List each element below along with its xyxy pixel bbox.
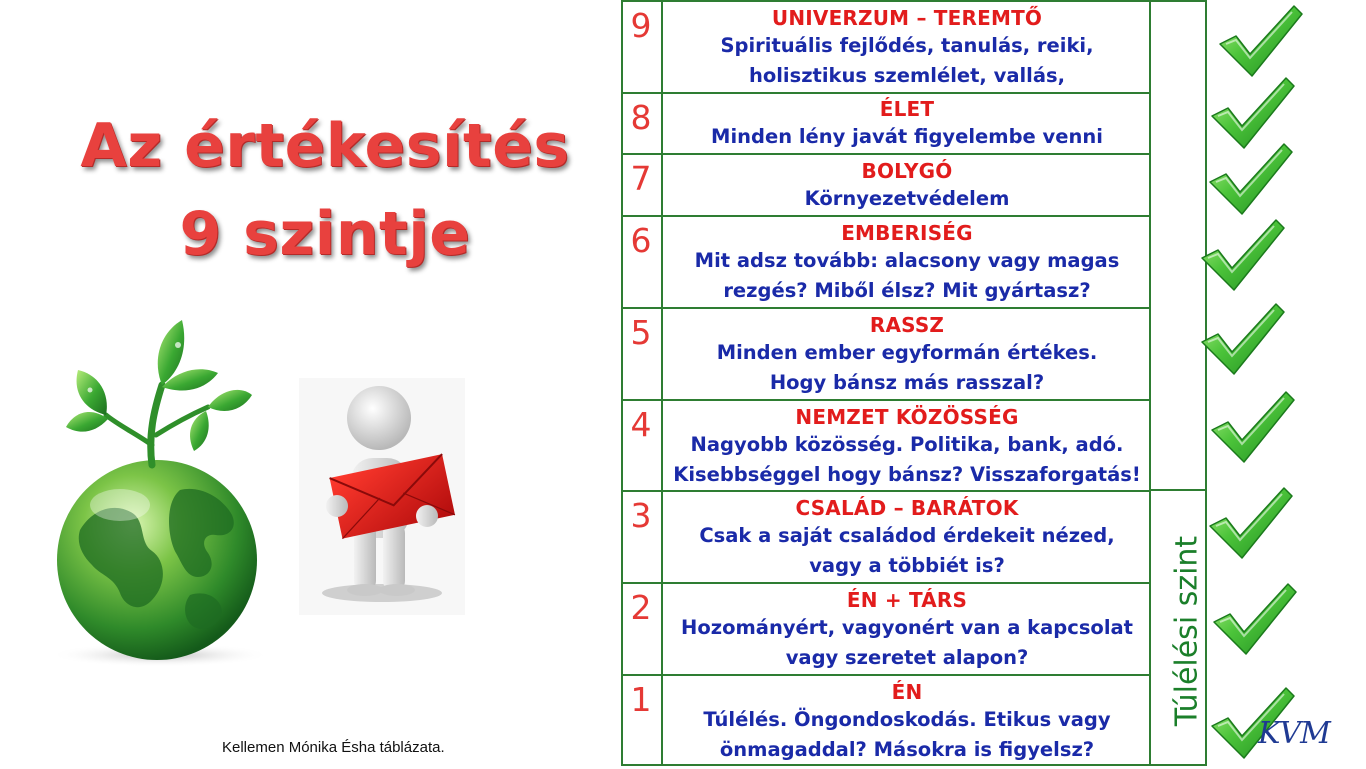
level-heading: BOLYGÓ [861,159,953,183]
globe-with-sprout-icon [40,315,270,667]
level-heading: ÉN [891,680,923,704]
levels-table [621,0,1207,766]
level-desc-line-1: Minden ember egyformán értékes. [716,341,1098,364]
person-with-envelope-icon [299,378,465,615]
level-number: 2 [621,584,663,674]
side-column-divider [1151,489,1207,491]
checkmark-icon [1204,140,1294,220]
level-desc-line-2: vagy a többiét is? [809,554,1005,577]
survival-level-label: Túlélési szint [1169,535,1205,727]
level-number: 6 [621,217,663,307]
level-heading: CSALÁD – BARÁTOK [795,496,1019,520]
level-number: 8 [621,94,663,153]
level-row-3 [621,490,1151,582]
checkmark-icon [1196,300,1286,380]
level-desc-line-1: Túlélés. Öngondoskodás. Etikus vagy [703,708,1111,731]
level-desc-line-2: Kisebbséggel hogy bánsz? Visszaforgatás! [673,463,1141,486]
level-heading: NEMZET KÖZÖSSÉG [795,405,1019,429]
checkmark-icon [1208,580,1298,660]
checkmark-icon [1214,2,1304,82]
checkmark-icon [1206,388,1296,468]
level-number: 5 [621,309,663,399]
slide-title [60,102,590,278]
level-row-1 [621,674,1151,766]
level-desc-line-1: Csak a saját családod érdekeit nézed, [699,524,1115,547]
level-desc-line-2: Hogy bánsz más rasszal? [769,371,1045,394]
level-heading: ÉLET [879,97,935,121]
checkmark-icon [1196,216,1286,296]
level-desc-line-2: holisztikus szemlélet, vallás, [748,64,1066,87]
level-number: 3 [621,492,663,582]
level-desc-line-1: Környezetvédelem [804,187,1010,210]
level-heading: ÉN + TÁRS [846,588,968,612]
level-row-4 [621,399,1151,490]
level-row-5 [621,307,1151,399]
level-desc-line-2: rezgés? Miből élsz? Mit gyártasz? [723,279,1091,302]
level-heading: RASSZ [869,313,945,337]
level-heading: EMBERISÉG [841,221,973,245]
level-desc-line-1: Nagyobb közösség. Politika, bank, adó. [690,433,1124,456]
level-row-9 [621,0,1151,92]
level-number: 1 [621,676,663,766]
title-line-1: Az értékesítés [80,111,570,181]
kvm-signature: KVM [1258,716,1330,751]
title-line-2: 9 szintje [179,199,471,269]
level-row-7 [621,153,1151,215]
level-heading: UNIVERZUM – TEREMTŐ [771,6,1043,30]
level-desc-line-1: Mit adsz tovább: alacsony vagy magas [694,249,1120,272]
level-row-8 [621,92,1151,153]
level-row-6 [621,215,1151,307]
level-number: 9 [621,2,663,92]
level-number: 4 [621,401,663,490]
level-desc-line-1: Minden lény javát figyelembe venni [711,125,1103,148]
credit-text: Kellemen Mónika Ésha táblázata. [222,739,445,756]
level-row-2 [621,582,1151,674]
level-desc-line-1: Spirituális fejlődés, tanulás, reiki, [720,34,1094,57]
level-desc-line-2: vagy szeretet alapon? [785,646,1029,669]
level-number: 7 [621,155,663,215]
level-desc-line-2: önmagaddal? Másokra is figyelsz? [719,738,1095,761]
checkmark-icon [1204,484,1294,564]
level-desc-line-1: Hozományért, vagyonért van a kapcsolat [681,616,1133,639]
